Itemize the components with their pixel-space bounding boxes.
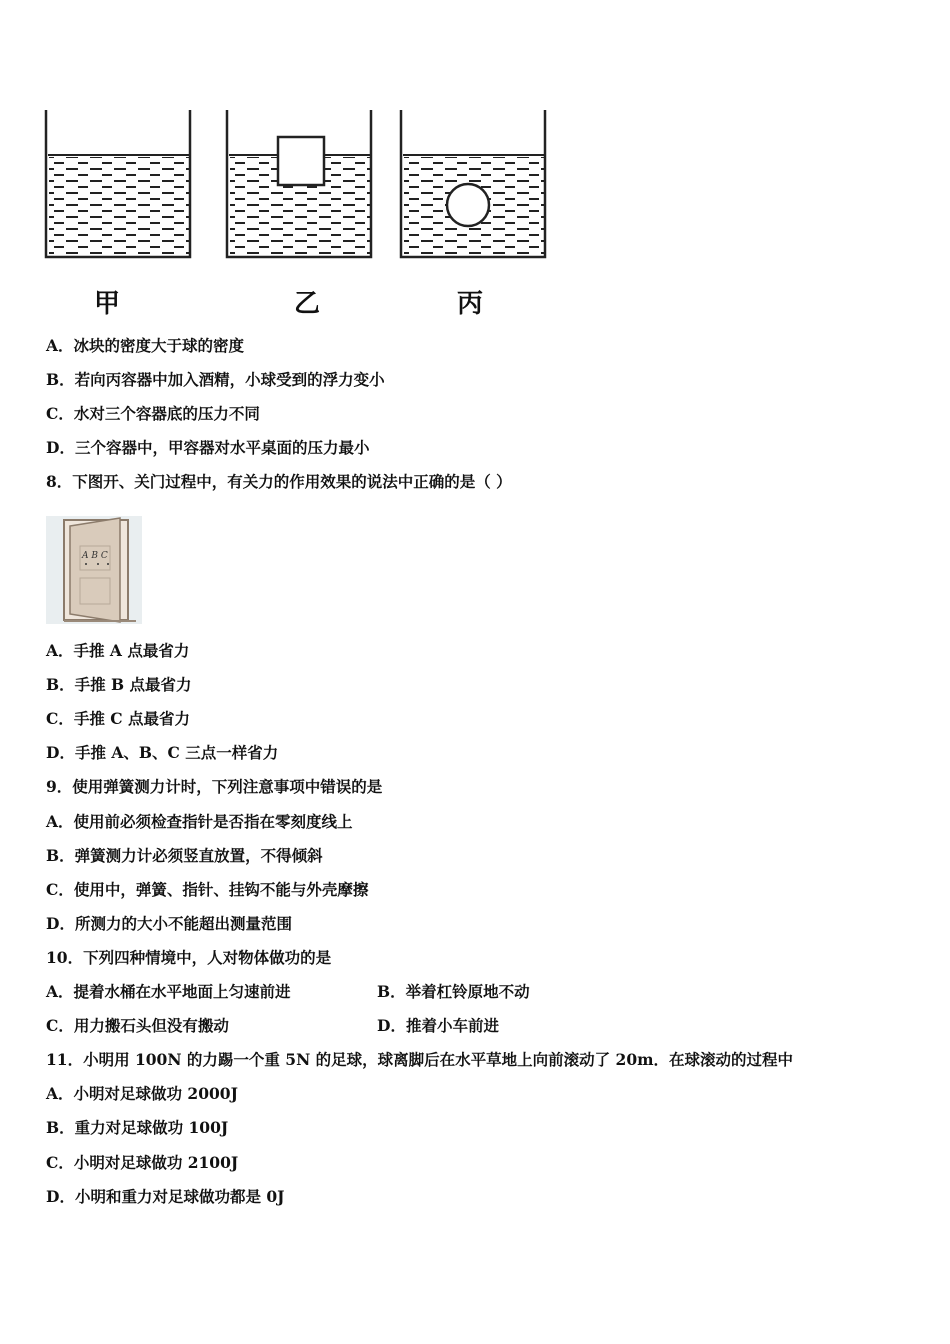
ball [447, 184, 489, 226]
q8-stem: 8．下图开、关门过程中，有关力的作用效果的说法中正确的是（ ） [46, 472, 512, 491]
label-yi: 乙 [294, 289, 321, 319]
q9-option-c: C．使用中，弹簧、指针、挂钩不能与外壳摩擦 [46, 880, 369, 899]
q8-option-b: B．手推 B 点最省力 [46, 675, 192, 694]
q8-option-c: C．手推 C 点最省力 [46, 709, 190, 728]
door-figure [46, 516, 142, 624]
q11-option-a: A．小明对足球做功 2000J [46, 1084, 238, 1103]
door-point-labels: A B C [82, 551, 108, 561]
q11-option-d: D．小明和重力对足球做功都是 0J [46, 1187, 285, 1206]
container-bing-figure [395, 105, 551, 265]
q10-option-d: D．推着小车前进 [377, 1016, 499, 1035]
q7-option-b: B．若向丙容器中加入酒精，小球受到的浮力变小 [46, 370, 385, 389]
q9-option-b: B．弹簧测力计必须竖直放置，不得倾斜 [46, 846, 323, 865]
q9-option-a: A．使用前必须检查指针是否指在零刻度线上 [46, 812, 353, 831]
label-bing: 丙 [457, 289, 484, 319]
q9-stem: 9．使用弹簧测力计时，下列注意事项中错误的是 [46, 777, 383, 796]
q8-option-d: D．手推 A、B、C 三点一样省力 [46, 743, 279, 762]
container-yi-figure [221, 105, 377, 265]
container-jia-figure [40, 105, 196, 265]
q10-option-c: C．用力搬石头但没有搬动 [46, 1016, 229, 1035]
q11-option-b: B．重力对足球做功 100J [46, 1118, 229, 1137]
q10-option-a: A．提着水桶在水平地面上匀速前进 [46, 982, 291, 1001]
q8-option-a: A．手推 A 点最省力 [46, 641, 190, 660]
q10-option-b: B．举着杠铃原地不动 [377, 982, 530, 1001]
label-jia: 甲 [94, 289, 121, 319]
q11-stem: 11．小明用 100N 的力踢一个重 5N 的足球，球离脚后在水平草地上向前滚动了 20m．在球滚动的过程中 [46, 1050, 793, 1069]
q7-option-a: A．冰块的密度大于球的密度 [46, 336, 245, 355]
q9-option-d: D．所测力的大小不能超出测量范围 [46, 914, 292, 933]
ice-block [278, 137, 324, 185]
q7-option-d: D．三个容器中，甲容器对水平桌面的压力最小 [46, 438, 370, 457]
q10-stem: 10．下列四种情境中，人对物体做功的是 [46, 948, 332, 967]
q7-option-c: C．水对三个容器底的压力不同 [46, 404, 260, 423]
q11-option-c: C．小明对足球做功 2100J [46, 1153, 239, 1172]
